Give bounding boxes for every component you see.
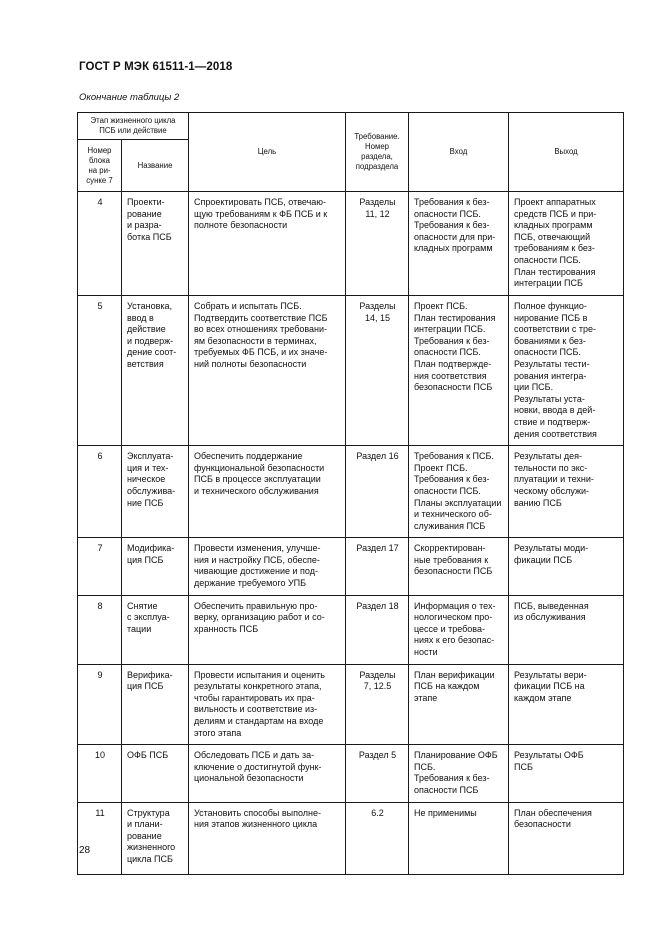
table-row bbox=[78, 296, 624, 446]
cell-line: ниях к его безопас- bbox=[414, 635, 495, 646]
cell-line: и разра- bbox=[127, 220, 162, 231]
cell-line: 7, 12.5 bbox=[363, 681, 392, 692]
cell-line: ция ПСБ bbox=[127, 554, 164, 565]
cell-line: Результаты ОФБ bbox=[514, 750, 584, 761]
cell-line: Установка, bbox=[127, 301, 173, 311]
cell-line: с эксплуа- bbox=[127, 612, 170, 623]
cell-line: Результаты уста- bbox=[514, 393, 585, 404]
cell-line: ции ПСБ. bbox=[514, 382, 554, 393]
cell-line: ния и настройку ПСБ, обеспе- bbox=[194, 554, 320, 565]
cell-output bbox=[509, 802, 624, 874]
cell-line: Требования к без- bbox=[414, 335, 490, 346]
cell-line: и плани- bbox=[127, 819, 163, 830]
cell-line: Требования к без- bbox=[414, 474, 490, 485]
cell-goal bbox=[189, 802, 346, 874]
cell-line: Разделы bbox=[359, 669, 396, 680]
cell-line: тации bbox=[127, 623, 152, 634]
cell-line: каждом этапе bbox=[514, 692, 572, 703]
cell-line: требуемых ФБ ПСБ, и их значе- bbox=[194, 347, 328, 358]
cell-line: Разделы bbox=[359, 197, 396, 207]
cell-goal bbox=[189, 538, 346, 595]
cell-requirement bbox=[346, 745, 409, 802]
cell-line: дения соответствия bbox=[514, 428, 597, 439]
cell-line: во всех отношениях требовани- bbox=[194, 324, 328, 335]
cell-line: и технического об- bbox=[414, 509, 492, 520]
cell-line: Проект ПСБ. bbox=[414, 301, 468, 311]
cell-line: фикации ПСБ на bbox=[514, 681, 585, 692]
cell-input bbox=[409, 664, 509, 745]
page-number: 28 bbox=[79, 845, 91, 856]
cell-line: фикации ПСБ bbox=[514, 554, 573, 565]
cell-goal bbox=[189, 296, 346, 446]
cell-requirement bbox=[346, 595, 409, 664]
table-caption: Окончание таблицы 2 bbox=[79, 92, 180, 103]
cell-line: и подверж- bbox=[127, 335, 174, 346]
cell-line: Проекти- bbox=[127, 197, 165, 207]
header-name: Название bbox=[122, 140, 189, 192]
cell-line: опасности ПСБ. bbox=[414, 485, 481, 496]
cell-line: вильность и соответствие из- bbox=[194, 704, 318, 715]
cell-line: Требования к без- bbox=[414, 220, 490, 231]
cell-line: делиям и стандартам на входе bbox=[194, 716, 324, 726]
cell-output bbox=[509, 296, 624, 446]
cell-line: ключение о достигнутой функ- bbox=[194, 761, 322, 772]
cell-line: ция ПСБ bbox=[127, 681, 164, 692]
cell-line: Проект аппаратных bbox=[514, 197, 596, 207]
cell-line: хранность ПСБ bbox=[194, 623, 259, 634]
cell-line: Собрать и испытать ПСБ. bbox=[194, 301, 302, 311]
cell-line: Раздел 17 bbox=[356, 543, 399, 554]
cell-line: плуатации и техни- bbox=[514, 474, 594, 485]
cell-input bbox=[409, 192, 509, 296]
cell-line: рование bbox=[127, 830, 162, 841]
cell-output bbox=[509, 745, 624, 802]
cell-block-number: 10 bbox=[78, 745, 122, 802]
cell-line: чтобы гарантировать их пра- bbox=[194, 692, 315, 703]
cell-requirement bbox=[346, 664, 409, 745]
cell-output bbox=[509, 538, 624, 595]
cell-line: интеграции ПСБ bbox=[514, 278, 583, 289]
cell-goal bbox=[189, 192, 346, 296]
lifecycle-table bbox=[77, 112, 624, 875]
cell-line: безопасности ПСБ bbox=[414, 382, 493, 393]
cell-stage-name bbox=[122, 595, 189, 664]
cell-line: ОФБ ПСБ bbox=[127, 750, 169, 761]
cell-goal bbox=[189, 664, 346, 745]
cell-requirement bbox=[346, 192, 409, 296]
cell-output bbox=[509, 664, 624, 745]
cell-stage-name bbox=[122, 664, 189, 745]
cell-line: Не применимы bbox=[414, 807, 477, 818]
cell-line: из обслуживания bbox=[514, 612, 586, 623]
cell-line: Результаты вери- bbox=[514, 669, 587, 680]
cell-line: цессе и требова- bbox=[414, 623, 485, 634]
cell-line: Результаты тести- bbox=[514, 358, 590, 369]
cell-line: кладных программ bbox=[514, 220, 593, 231]
cell-block-number: 7 bbox=[78, 538, 122, 595]
cell-line: щую требованиям к ФБ ПСБ и к bbox=[194, 208, 328, 219]
cell-line: ция и тех- bbox=[127, 462, 169, 473]
cell-line: опасности ПСБ. bbox=[414, 208, 481, 219]
cell-requirement bbox=[346, 802, 409, 874]
cell-line: Планирование ОФБ bbox=[414, 750, 498, 761]
cell-stage-name bbox=[122, 802, 189, 874]
cell-line: этого этапа bbox=[194, 727, 242, 738]
cell-line: опасности ПСБ. bbox=[514, 347, 581, 358]
cell-line: ПСБ, выведенная bbox=[514, 600, 589, 611]
table-row bbox=[78, 802, 624, 874]
cell-block-number: 6 bbox=[78, 446, 122, 538]
cell-stage-name bbox=[122, 745, 189, 802]
cell-line: циональной безопасности bbox=[194, 773, 304, 784]
cell-line: Эксплуата- bbox=[127, 451, 174, 462]
cell-line: 14, 15 bbox=[364, 312, 391, 323]
cell-block-number: 4 bbox=[78, 192, 122, 296]
cell-input bbox=[409, 538, 509, 595]
cell-line: Результаты дея- bbox=[514, 451, 583, 462]
cell-line: ботка ПСБ bbox=[127, 231, 172, 242]
cell-line: ний полноты безопасности bbox=[194, 358, 307, 369]
cell-line: соответствии с тре- bbox=[514, 324, 597, 335]
cell-line: ствие и подтверж- bbox=[514, 416, 591, 427]
cell-line: интеграции ПСБ. bbox=[414, 324, 486, 335]
cell-block-number: 11 bbox=[78, 802, 122, 874]
cell-line: опасности ПСБ. bbox=[414, 347, 481, 358]
cell-line: этапе bbox=[414, 692, 438, 703]
cell-line: Снятие bbox=[127, 600, 158, 611]
cell-line: ПСБ bbox=[514, 761, 533, 772]
cell-line: ПСБ. bbox=[414, 761, 436, 772]
cell-line: План тестирования bbox=[514, 266, 596, 277]
cell-line: Требования к ПСБ. bbox=[414, 451, 494, 462]
cell-line: чивающие достижение и под- bbox=[194, 566, 318, 577]
header-goal: Цель bbox=[189, 113, 346, 192]
table-row bbox=[78, 446, 624, 538]
cell-stage-name bbox=[122, 192, 189, 296]
cell-line: Требования к без- bbox=[414, 197, 490, 207]
cell-goal bbox=[189, 595, 346, 664]
cell-line: полноте безопасности bbox=[194, 220, 288, 231]
cell-output bbox=[509, 595, 624, 664]
cell-line: служивания ПСБ bbox=[414, 520, 486, 531]
cell-line: Раздел 18 bbox=[356, 600, 399, 611]
cell-line: ние ПСБ bbox=[127, 497, 164, 508]
cell-line: ПСБ на каждом bbox=[414, 681, 480, 692]
cell-line: Обеспечить правильную про- bbox=[194, 600, 318, 611]
cell-requirement bbox=[346, 538, 409, 595]
cell-line: Установить способы выполне- bbox=[194, 807, 322, 818]
cell-line: Требования к без- bbox=[414, 773, 490, 784]
table-row bbox=[78, 745, 624, 802]
header-stage-group: Этап жизненного цикла ПСБ или действие bbox=[78, 113, 189, 140]
cell-line: ПСБ, отвечающий bbox=[514, 231, 591, 242]
cell-line: цикла ПСБ bbox=[127, 853, 173, 864]
table-row bbox=[78, 664, 624, 745]
cell-line: Обеспечить поддержание bbox=[194, 451, 303, 462]
cell-line: нирование ПСБ в bbox=[514, 312, 588, 323]
cell-line: Скорректирован- bbox=[414, 543, 486, 554]
cell-line: требованиям к без- bbox=[514, 243, 595, 254]
header-block-number: Номер блока на ри- сунке 7 bbox=[78, 140, 122, 192]
cell-input bbox=[409, 745, 509, 802]
cell-block-number: 8 bbox=[78, 595, 122, 664]
cell-line: обслужива- bbox=[127, 485, 176, 496]
cell-line: кладных программ bbox=[414, 243, 493, 254]
cell-line: Провести изменения, улучше- bbox=[194, 543, 321, 554]
cell-input bbox=[409, 595, 509, 664]
cell-line: Информация о тех- bbox=[414, 600, 496, 611]
cell-line: Раздел 5 bbox=[358, 750, 397, 761]
cell-output bbox=[509, 192, 624, 296]
cell-line: держание требуемого УПБ bbox=[194, 578, 307, 589]
cell-line: Спроектировать ПСБ, отвечаю- bbox=[194, 197, 327, 207]
header-requirement: Требование. Номер раздела, подраздела bbox=[346, 113, 409, 192]
cell-requirement bbox=[346, 296, 409, 446]
cell-line: ветствия bbox=[127, 358, 164, 369]
cell-line: Полное функцио- bbox=[514, 301, 587, 311]
cell-line: рования интегра- bbox=[514, 370, 587, 381]
cell-line: безопасности ПСБ bbox=[414, 566, 493, 577]
cell-stage-name bbox=[122, 446, 189, 538]
cell-stage-name bbox=[122, 296, 189, 446]
cell-line: План верификации bbox=[414, 669, 495, 680]
cell-stage-name bbox=[122, 538, 189, 595]
cell-line: Структура bbox=[127, 807, 170, 818]
cell-line: Результаты моди- bbox=[514, 543, 589, 554]
cell-line: жизненного bbox=[127, 842, 176, 853]
cell-output bbox=[509, 446, 624, 538]
cell-line: ям безопасности в терминах, bbox=[194, 335, 317, 346]
table-row bbox=[78, 595, 624, 664]
cell-line: Проект ПСБ. bbox=[414, 462, 468, 473]
cell-goal bbox=[189, 446, 346, 538]
cell-line: опасности для при- bbox=[414, 231, 496, 242]
cell-line: Планы эксплуатации bbox=[414, 497, 502, 508]
cell-line: безопасности bbox=[514, 819, 571, 830]
cell-line: ные требования к bbox=[414, 554, 489, 565]
cell-line: ности bbox=[414, 647, 438, 658]
cell-line: Модифика- bbox=[127, 543, 175, 554]
cell-line: ния соответствия bbox=[414, 370, 487, 381]
cell-line: Подтвердить соответствие ПСБ bbox=[194, 312, 328, 323]
cell-line: План подтвержде- bbox=[414, 358, 492, 369]
cell-requirement bbox=[346, 446, 409, 538]
document-header: ГОСТ Р МЭК 61511-1—2018 bbox=[79, 61, 233, 73]
cell-line: результаты конкретного этапа, bbox=[194, 681, 322, 692]
cell-line: ния этапов жизненного цикла bbox=[194, 819, 318, 830]
cell-line: опасности ПСБ bbox=[414, 784, 479, 795]
cell-line: Разделы bbox=[359, 301, 396, 311]
cell-input bbox=[409, 446, 509, 538]
header-input: Вход bbox=[409, 113, 509, 192]
cell-line: действие bbox=[127, 324, 166, 335]
table-row bbox=[78, 192, 624, 296]
cell-line: тельности по экс- bbox=[514, 462, 588, 473]
cell-line: ванию ПСБ bbox=[514, 497, 562, 508]
cell-line: бованиями к без- bbox=[514, 335, 586, 346]
cell-line: рование bbox=[127, 208, 162, 219]
header-output: Выход bbox=[509, 113, 624, 192]
cell-line: ПСБ в процессе эксплуатации bbox=[194, 474, 321, 485]
cell-line: нологическом про- bbox=[414, 612, 493, 623]
cell-line: 6.2 bbox=[371, 807, 384, 818]
cell-line: Верифика- bbox=[127, 669, 173, 680]
cell-line: ческому обслужи- bbox=[514, 485, 589, 496]
cell-line: Раздел 16 bbox=[356, 451, 399, 462]
cell-input bbox=[409, 802, 509, 874]
cell-line: ввод в bbox=[127, 312, 154, 323]
cell-line: План тестирования bbox=[414, 312, 496, 323]
cell-input bbox=[409, 296, 509, 446]
cell-goal bbox=[189, 745, 346, 802]
cell-block-number: 5 bbox=[78, 296, 122, 446]
cell-line: Провести испытания и оценить bbox=[194, 669, 325, 680]
cell-block-number: 9 bbox=[78, 664, 122, 745]
cell-line: новки, ввода в дей- bbox=[514, 405, 596, 416]
cell-line: Обследовать ПСБ и дать за- bbox=[194, 750, 315, 761]
cell-line: ническое bbox=[127, 474, 166, 485]
cell-line: и технического обслуживания bbox=[194, 485, 319, 496]
cell-line: средств ПСБ и при- bbox=[514, 208, 597, 219]
cell-line: 11, 12 bbox=[365, 208, 390, 219]
cell-line: верку, организацию работ и со- bbox=[194, 612, 325, 623]
cell-line: функциональной безопасности bbox=[194, 462, 325, 473]
table-row bbox=[78, 538, 624, 595]
cell-line: План обеспечения bbox=[514, 807, 592, 818]
cell-line: опасности ПСБ. bbox=[514, 254, 581, 265]
cell-line: дение соот- bbox=[127, 347, 177, 358]
